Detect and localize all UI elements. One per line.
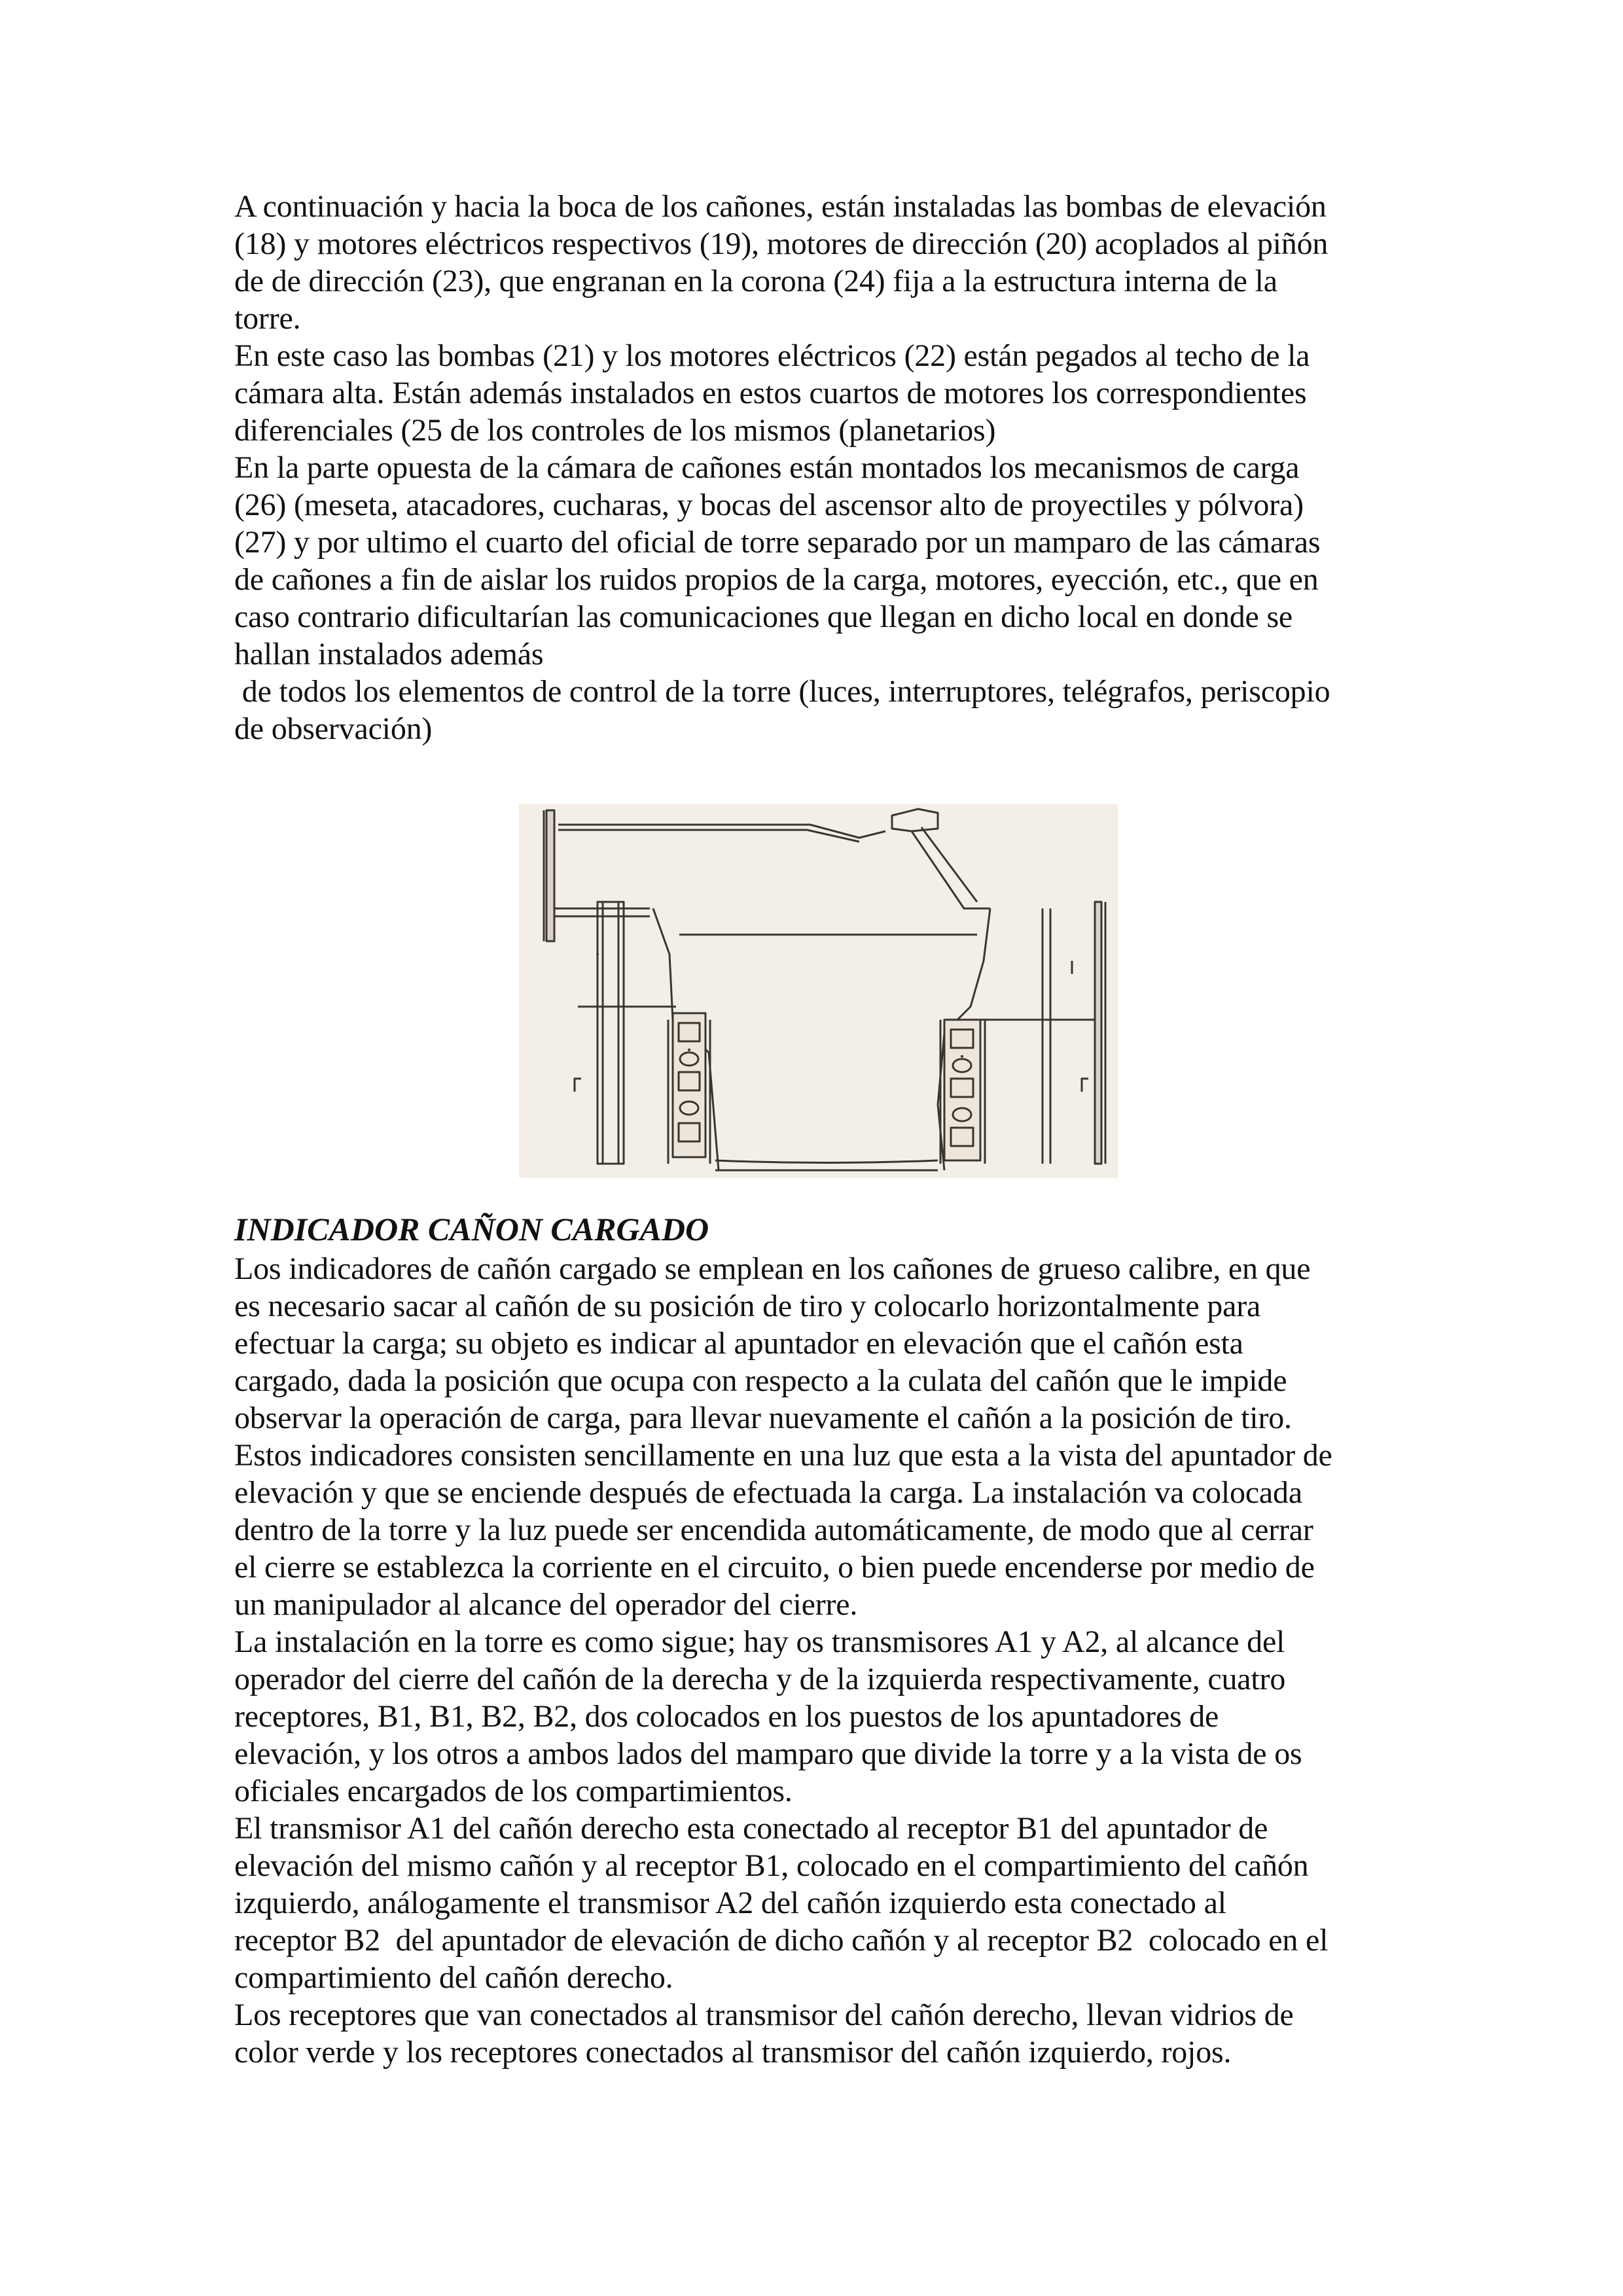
text-line: Los receptores que van conectados al transmisor del cañón derecho, llevan vidrios de — [234, 1998, 1294, 2032]
text-line: (27) y por ultimo el cuarto del oficial de torre separado por un mamparo de las cámaras — [234, 525, 1321, 560]
text-line: cargado, dada la posición que ocupa con respecto a la culata del cañón que le impide — [234, 1363, 1287, 1398]
text-line: izquierdo, análogamente el transmisor A2 del cañón izquierdo esta conectado al — [234, 1886, 1226, 1920]
text-line: de de dirección (23), que engranan en la corona (24) fija a la estructura interna de la — [234, 264, 1277, 298]
text-line: A continuación y hacia la boca de los cañones, están instaladas las bombas de elevación — [234, 189, 1327, 224]
text-line: elevación del mismo cañón y al receptor B1, colocado en el compartimiento del cañón — [234, 1848, 1309, 1883]
text-line: de cañones a fin de aislar los ruidos propios de la carga, motores, eyección, etc., que en — [234, 562, 1319, 597]
text-line: receptores, B1, B1, B2, B2, dos colocados en los puestos de los apuntadores de — [234, 1699, 1219, 1734]
text-line: de observación) — [234, 711, 433, 746]
text-line: compartimiento del cañón derecho. — [234, 1960, 673, 1995]
text-line: el cierre se establezca la corriente en el circuito, o bien puede encenderse por medio de — [234, 1550, 1315, 1585]
text-line: (18) y motores eléctricos respectivos (19), motores de dirección (20) acoplados al piñón — [234, 226, 1329, 261]
text-line: La instalación en la torre es como sigue; hay os transmisores A1 y A2, al alcance del — [234, 1624, 1285, 1659]
text-line: operador del cierre del cañón de la derecha y de la izquierda respectivamente, cuatro — [234, 1662, 1286, 1696]
text-line: diferenciales (25 de los controles de los mismos (planetarios) — [234, 413, 996, 448]
text-line: torre. — [234, 301, 301, 336]
text-line: elevación y que se enciende después de efectuada la carga. La instalación va colocada — [234, 1475, 1302, 1510]
text-line: oficiales encargados de los compartimientos. — [234, 1774, 793, 1808]
turret-cross-section-figure — [519, 804, 1118, 1178]
text-line: receptor B2 del apuntador de elevación de dicho cañón y al receptor B2 colocado en el — [234, 1923, 1329, 1958]
text-line: efectuar la carga; su objeto es indicar al apuntador en elevación que el cañón esta — [234, 1326, 1243, 1361]
text-line: observar la operación de carga, para llevar nuevamente el cañón a la posición de tiro. — [234, 1401, 1292, 1435]
body-paragraphs — [234, 1250, 1412, 2071]
text-line: Los indicadores de cañón cargado se emplean en los cañones de grueso calibre, en que — [234, 1251, 1311, 1286]
section-heading: INDICADOR CAÑON CARGADO — [234, 1211, 709, 1247]
text-line: En este caso las bombas (21) y los motores eléctricos (22) están pegados al techo de la — [234, 338, 1310, 373]
text-line: El transmisor A1 del cañón derecho esta conectado al receptor B1 del apuntador de — [234, 1811, 1268, 1846]
text-line: (26) (meseta, atacadores, cucharas, y bocas del ascensor alto de proyectiles y pólvora) — [234, 488, 1304, 522]
text-line: de todos los elementos de control de la torre (luces, interruptores, telégrafos, periscopio — [234, 674, 1330, 709]
text-line: elevación, y los otros a ambos lados del mamparo que divide la torre y a la vista de os — [234, 1736, 1302, 1771]
text-line: color verde y los receptores conectados al transmisor del cañón izquierdo, rojos. — [234, 2035, 1232, 2070]
text-line: caso contrario dificultarían las comunicaciones que llegan en dicho local en donde se — [234, 600, 1293, 634]
text-line: dentro de la torre y la luz puede ser encendida automáticamente, de modo que al cerrar — [234, 1513, 1313, 1547]
text-line: hallan instalados además — [234, 637, 544, 672]
turret-cross-section-drawing — [519, 804, 1118, 1178]
intro-paragraphs — [234, 188, 1412, 747]
text-line: es necesario sacar al cañón de su posición de tiro y colocarlo horizontalmente para — [234, 1289, 1261, 1323]
text-line: un manipulador al alcance del operador del cierre. — [234, 1587, 858, 1622]
text-line: cámara alta. Están además instalados en estos cuartos de motores los correspondientes — [234, 376, 1307, 410]
text-line: Estos indicadores consisten sencillamente en una luz que esta a la vista del apuntador de — [234, 1438, 1332, 1473]
text-line: En la parte opuesta de la cámara de cañones están montados los mecanismos de carga — [234, 450, 1300, 485]
